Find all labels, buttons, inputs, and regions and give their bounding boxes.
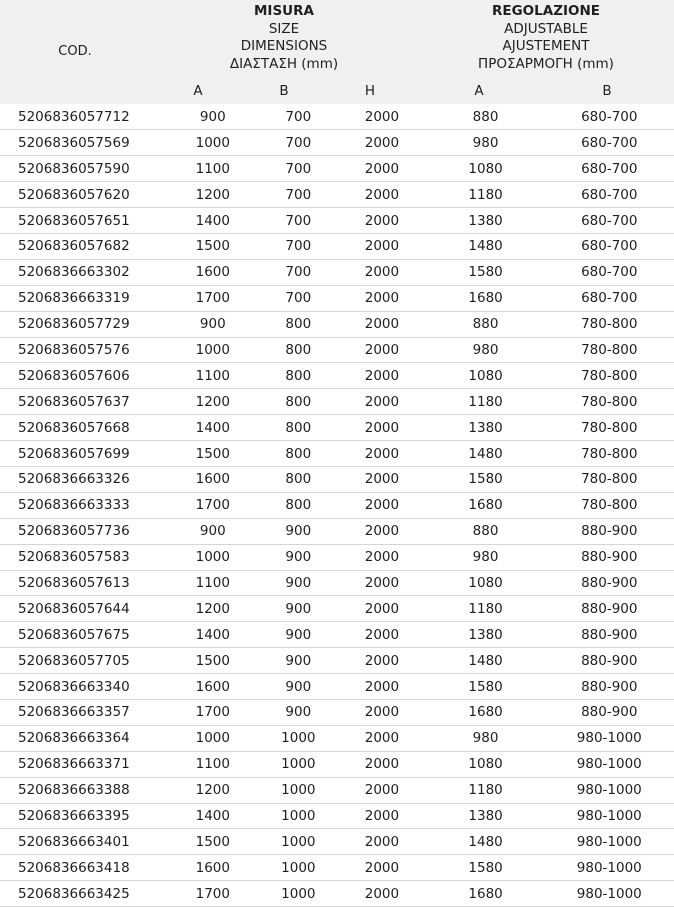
adj-a-cell: 980 (427, 544, 545, 570)
code-cell: 5206836057668 (0, 415, 166, 441)
dim-b-cell: 800 (259, 466, 337, 492)
code-cell: 5206836057712 (0, 104, 166, 130)
adj-b-cell: 880-900 (545, 596, 674, 622)
dim-b-cell: 900 (259, 596, 337, 622)
code-cell: 5206836057583 (0, 544, 166, 570)
dim-b-cell: 800 (259, 337, 337, 363)
dim-h-cell: 2000 (337, 466, 426, 492)
adj-a-cell: 1580 (427, 855, 545, 881)
regolazione-header (418, 3, 674, 73)
adj-b-cell: 780-800 (545, 363, 674, 389)
dim-b-cell: 800 (259, 415, 337, 441)
dim-h-cell: 2000 (337, 130, 426, 156)
dim-b-cell: 800 (259, 492, 337, 518)
adj-b-cell: 780-800 (545, 492, 674, 518)
dim-a-cell: 1600 (166, 855, 259, 881)
code-cell: 5206836057675 (0, 622, 166, 648)
dim-h-cell: 2000 (337, 492, 426, 518)
dim-b-cell: 1000 (259, 881, 337, 907)
adj-b-cell: 880-900 (545, 622, 674, 648)
table-row (0, 699, 674, 725)
adj-b-cell: 980-1000 (545, 881, 674, 907)
dim-b-cell: 1000 (259, 725, 337, 751)
data-table (0, 104, 674, 907)
dim-h-cell: 2000 (337, 544, 426, 570)
table-row (0, 363, 674, 389)
adj-a-cell: 880 (427, 104, 545, 130)
regolazione-greek: ΠΡΟΣΑΡΜΟΓΗ (mm) (478, 55, 614, 72)
adj-b-cell: 880-900 (545, 674, 674, 700)
regolazione-ajustement: AJUSTEMENT (502, 38, 590, 54)
misura-greek: ΔΙΑΣΤΑΣΗ (mm) (229, 55, 339, 72)
dim-h-cell: 2000 (337, 337, 426, 363)
code-cell: 5206836663333 (0, 492, 166, 518)
adj-a-cell: 1680 (427, 699, 545, 725)
dim-b-cell: 800 (259, 441, 337, 467)
code-cell: 5206836057644 (0, 596, 166, 622)
table-row (0, 233, 674, 259)
table-row (0, 182, 674, 208)
adj-b-cell: 880-900 (545, 518, 674, 544)
code-cell: 5206836663302 (0, 259, 166, 285)
code-cell: 5206836057590 (0, 156, 166, 182)
misura-header (150, 3, 418, 73)
code-cell: 5206836663395 (0, 803, 166, 829)
dim-h-cell: 2000 (337, 570, 426, 596)
dim-a-cell: 1500 (166, 829, 259, 855)
adj-b-cell: 880-900 (545, 699, 674, 725)
dim-b-cell: 900 (259, 544, 337, 570)
adj-b-cell: 680-700 (545, 259, 674, 285)
adj-a-cell: 1080 (427, 751, 545, 777)
table-row (0, 674, 674, 700)
dim-a-cell: 1100 (166, 363, 259, 389)
dim-h-cell: 2000 (337, 596, 426, 622)
dim-b-cell: 1000 (259, 829, 337, 855)
table-row (0, 855, 674, 881)
dim-a-cell: 1400 (166, 803, 259, 829)
dim-a-cell: 900 (166, 311, 259, 337)
adj-a-cell: 1080 (427, 156, 545, 182)
table-body (0, 104, 674, 907)
table-row (0, 751, 674, 777)
table-row (0, 803, 674, 829)
dim-a-cell: 900 (166, 518, 259, 544)
adj-b-cell: 780-800 (545, 466, 674, 492)
regolazione-title: REGOLAZIONE (491, 3, 601, 19)
code-cell: 5206836663364 (0, 725, 166, 751)
code-cell: 5206836663326 (0, 466, 166, 492)
dim-a-cell: 1700 (166, 881, 259, 907)
dim-a-cell: 1200 (166, 182, 259, 208)
adj-b-cell: 680-700 (545, 285, 674, 311)
adj-b-cell: 680-700 (545, 182, 674, 208)
adj-a-cell: 880 (427, 311, 545, 337)
dim-a-cell: 1000 (166, 337, 259, 363)
code-cell: 5206836663425 (0, 881, 166, 907)
dim-h-cell: 2000 (337, 389, 426, 415)
adj-a-cell: 1680 (427, 881, 545, 907)
adj-a-cell: 1380 (427, 415, 545, 441)
dim-a-cell: 1200 (166, 596, 259, 622)
table-row (0, 415, 674, 441)
dim-a-cell: 900 (166, 104, 259, 130)
adj-b-cell: 780-800 (545, 311, 674, 337)
adj-a-cell: 980 (427, 725, 545, 751)
dim-a-cell: 1500 (166, 648, 259, 674)
adj-b-cell: 780-800 (545, 389, 674, 415)
code-cell: 5206836057606 (0, 363, 166, 389)
code-cell: 5206836057729 (0, 311, 166, 337)
dim-a-cell: 1100 (166, 751, 259, 777)
dim-h-cell: 2000 (337, 104, 426, 130)
dim-h-cell: 2000 (337, 622, 426, 648)
col-h-header: H (364, 83, 376, 99)
code-cell: 5206836057705 (0, 648, 166, 674)
dim-h-cell: 2000 (337, 518, 426, 544)
dim-a-cell: 1000 (166, 544, 259, 570)
dim-b-cell: 700 (259, 285, 337, 311)
dim-b-cell: 700 (259, 104, 337, 130)
adj-a-cell: 1480 (427, 829, 545, 855)
code-cell: 5206836057637 (0, 389, 166, 415)
misura-size: SIZE (268, 20, 300, 37)
dim-b-cell: 700 (259, 208, 337, 234)
dim-h-cell: 2000 (337, 855, 426, 881)
adj-b-cell: 880-900 (545, 648, 674, 674)
dim-a-cell: 1200 (166, 389, 259, 415)
table-row (0, 389, 674, 415)
dim-b-cell: 1000 (259, 777, 337, 803)
dim-b-cell: 800 (259, 389, 337, 415)
cod-header: COD. (58, 44, 92, 59)
adj-b-cell: 880-900 (545, 570, 674, 596)
table-row (0, 441, 674, 467)
code-cell: 5206836057651 (0, 208, 166, 234)
dim-b-cell: 900 (259, 570, 337, 596)
dim-b-cell: 900 (259, 648, 337, 674)
dim-b-cell: 1000 (259, 751, 337, 777)
table-row (0, 777, 674, 803)
col-a-header: A (193, 83, 203, 99)
dim-h-cell: 2000 (337, 829, 426, 855)
dim-a-cell: 1400 (166, 208, 259, 234)
dim-b-cell: 700 (259, 182, 337, 208)
adj-a-cell: 1080 (427, 570, 545, 596)
adj-a-cell: 1480 (427, 233, 545, 259)
adj-a-cell: 1380 (427, 208, 545, 234)
table-row (0, 130, 674, 156)
adj-a-cell: 1680 (427, 492, 545, 518)
dim-b-cell: 1000 (259, 803, 337, 829)
dim-a-cell: 1500 (166, 233, 259, 259)
adj-a-cell: 1580 (427, 259, 545, 285)
dim-a-cell: 1000 (166, 725, 259, 751)
table-row (0, 829, 674, 855)
code-cell: 5206836057682 (0, 233, 166, 259)
dim-a-cell: 1500 (166, 441, 259, 467)
adj-a-cell: 1180 (427, 389, 545, 415)
dim-h-cell: 2000 (337, 285, 426, 311)
dim-b-cell: 700 (259, 233, 337, 259)
adj-a-cell: 980 (427, 337, 545, 363)
dim-a-cell: 1000 (166, 130, 259, 156)
dim-b-cell: 900 (259, 518, 337, 544)
adj-a-cell: 1080 (427, 363, 545, 389)
adj-b-cell: 780-800 (545, 337, 674, 363)
regolazione-adjustable: ADJUSTABLE (504, 20, 588, 37)
adj-b-cell: 980-1000 (545, 777, 674, 803)
table-row (0, 104, 674, 130)
dim-a-cell: 1700 (166, 492, 259, 518)
adj-b-cell: 780-800 (545, 415, 674, 441)
adj-b-cell: 680-700 (545, 208, 674, 234)
dim-h-cell: 2000 (337, 674, 426, 700)
table-row (0, 337, 674, 363)
col-b-header: B (279, 83, 289, 99)
code-cell: 5206836057613 (0, 570, 166, 596)
dim-h-cell: 2000 (337, 881, 426, 907)
adj-a-cell: 1580 (427, 674, 545, 700)
dim-h-cell: 2000 (337, 441, 426, 467)
dim-h-cell: 2000 (337, 233, 426, 259)
code-cell: 5206836057736 (0, 518, 166, 544)
code-cell: 5206836663388 (0, 777, 166, 803)
table-row (0, 285, 674, 311)
misura-dimensions: DIMENSIONS (240, 38, 328, 54)
adj-b-cell: 980-1000 (545, 829, 674, 855)
table-header (0, 0, 674, 104)
dim-a-cell: 1700 (166, 699, 259, 725)
dim-h-cell: 2000 (337, 156, 426, 182)
dim-a-cell: 1400 (166, 622, 259, 648)
table-row (0, 259, 674, 285)
dim-b-cell: 900 (259, 622, 337, 648)
dim-a-cell: 1600 (166, 466, 259, 492)
table-row (0, 596, 674, 622)
adj-a-cell: 1680 (427, 285, 545, 311)
dim-a-cell: 1400 (166, 415, 259, 441)
adj-a-cell: 1480 (427, 441, 545, 467)
dim-a-cell: 1600 (166, 674, 259, 700)
code-cell: 5206836057620 (0, 182, 166, 208)
adj-b-cell: 680-700 (545, 233, 674, 259)
code-cell: 5206836057576 (0, 337, 166, 363)
adj-a-cell: 1580 (427, 466, 545, 492)
dim-a-cell: 1200 (166, 777, 259, 803)
code-cell: 5206836663371 (0, 751, 166, 777)
adj-a-cell: 1180 (427, 777, 545, 803)
table-row (0, 466, 674, 492)
adj-a-cell: 1480 (427, 648, 545, 674)
dim-h-cell: 2000 (337, 311, 426, 337)
dim-a-cell: 1100 (166, 156, 259, 182)
adj-b-cell: 680-700 (545, 130, 674, 156)
code-cell: 5206836663401 (0, 829, 166, 855)
adj-b-cell: 680-700 (545, 156, 674, 182)
dim-h-cell: 2000 (337, 803, 426, 829)
adj-a-cell: 1180 (427, 182, 545, 208)
col-adj-a-header: A (474, 83, 484, 99)
adj-b-cell: 980-1000 (545, 803, 674, 829)
col-adj-b-header: B (602, 83, 612, 99)
code-cell: 5206836663357 (0, 699, 166, 725)
dim-a-cell: 1700 (166, 285, 259, 311)
dim-b-cell: 700 (259, 259, 337, 285)
dim-h-cell: 2000 (337, 699, 426, 725)
dim-a-cell: 1600 (166, 259, 259, 285)
adj-b-cell: 980-1000 (545, 751, 674, 777)
adj-a-cell: 1380 (427, 622, 545, 648)
table-row (0, 725, 674, 751)
code-cell: 5206836663418 (0, 855, 166, 881)
dim-h-cell: 2000 (337, 777, 426, 803)
table-row (0, 544, 674, 570)
table-row (0, 881, 674, 907)
code-cell: 5206836663319 (0, 285, 166, 311)
dim-b-cell: 700 (259, 156, 337, 182)
table-row (0, 648, 674, 674)
dim-a-cell: 1100 (166, 570, 259, 596)
dim-h-cell: 2000 (337, 259, 426, 285)
dim-b-cell: 800 (259, 363, 337, 389)
table-row (0, 570, 674, 596)
dim-h-cell: 2000 (337, 725, 426, 751)
adj-a-cell: 1380 (427, 803, 545, 829)
misura-title: MISURA (254, 3, 314, 19)
adj-b-cell: 880-900 (545, 544, 674, 570)
dim-b-cell: 1000 (259, 855, 337, 881)
dim-h-cell: 2000 (337, 208, 426, 234)
table-row (0, 492, 674, 518)
dim-h-cell: 2000 (337, 751, 426, 777)
dim-h-cell: 2000 (337, 415, 426, 441)
adj-b-cell: 680-700 (545, 104, 674, 130)
adj-a-cell: 1180 (427, 596, 545, 622)
adj-a-cell: 880 (427, 518, 545, 544)
code-cell: 5206836057569 (0, 130, 166, 156)
dim-b-cell: 800 (259, 311, 337, 337)
dim-h-cell: 2000 (337, 648, 426, 674)
adj-a-cell: 980 (427, 130, 545, 156)
dim-h-cell: 2000 (337, 363, 426, 389)
table-row (0, 622, 674, 648)
dim-b-cell: 900 (259, 699, 337, 725)
dim-b-cell: 700 (259, 130, 337, 156)
dim-h-cell: 2000 (337, 182, 426, 208)
code-cell: 5206836057699 (0, 441, 166, 467)
dim-b-cell: 900 (259, 674, 337, 700)
table-row (0, 208, 674, 234)
adj-b-cell: 980-1000 (545, 855, 674, 881)
adj-b-cell: 980-1000 (545, 725, 674, 751)
code-cell: 5206836663340 (0, 674, 166, 700)
table-row (0, 311, 674, 337)
table-row (0, 156, 674, 182)
table-row (0, 518, 674, 544)
adj-b-cell: 780-800 (545, 441, 674, 467)
